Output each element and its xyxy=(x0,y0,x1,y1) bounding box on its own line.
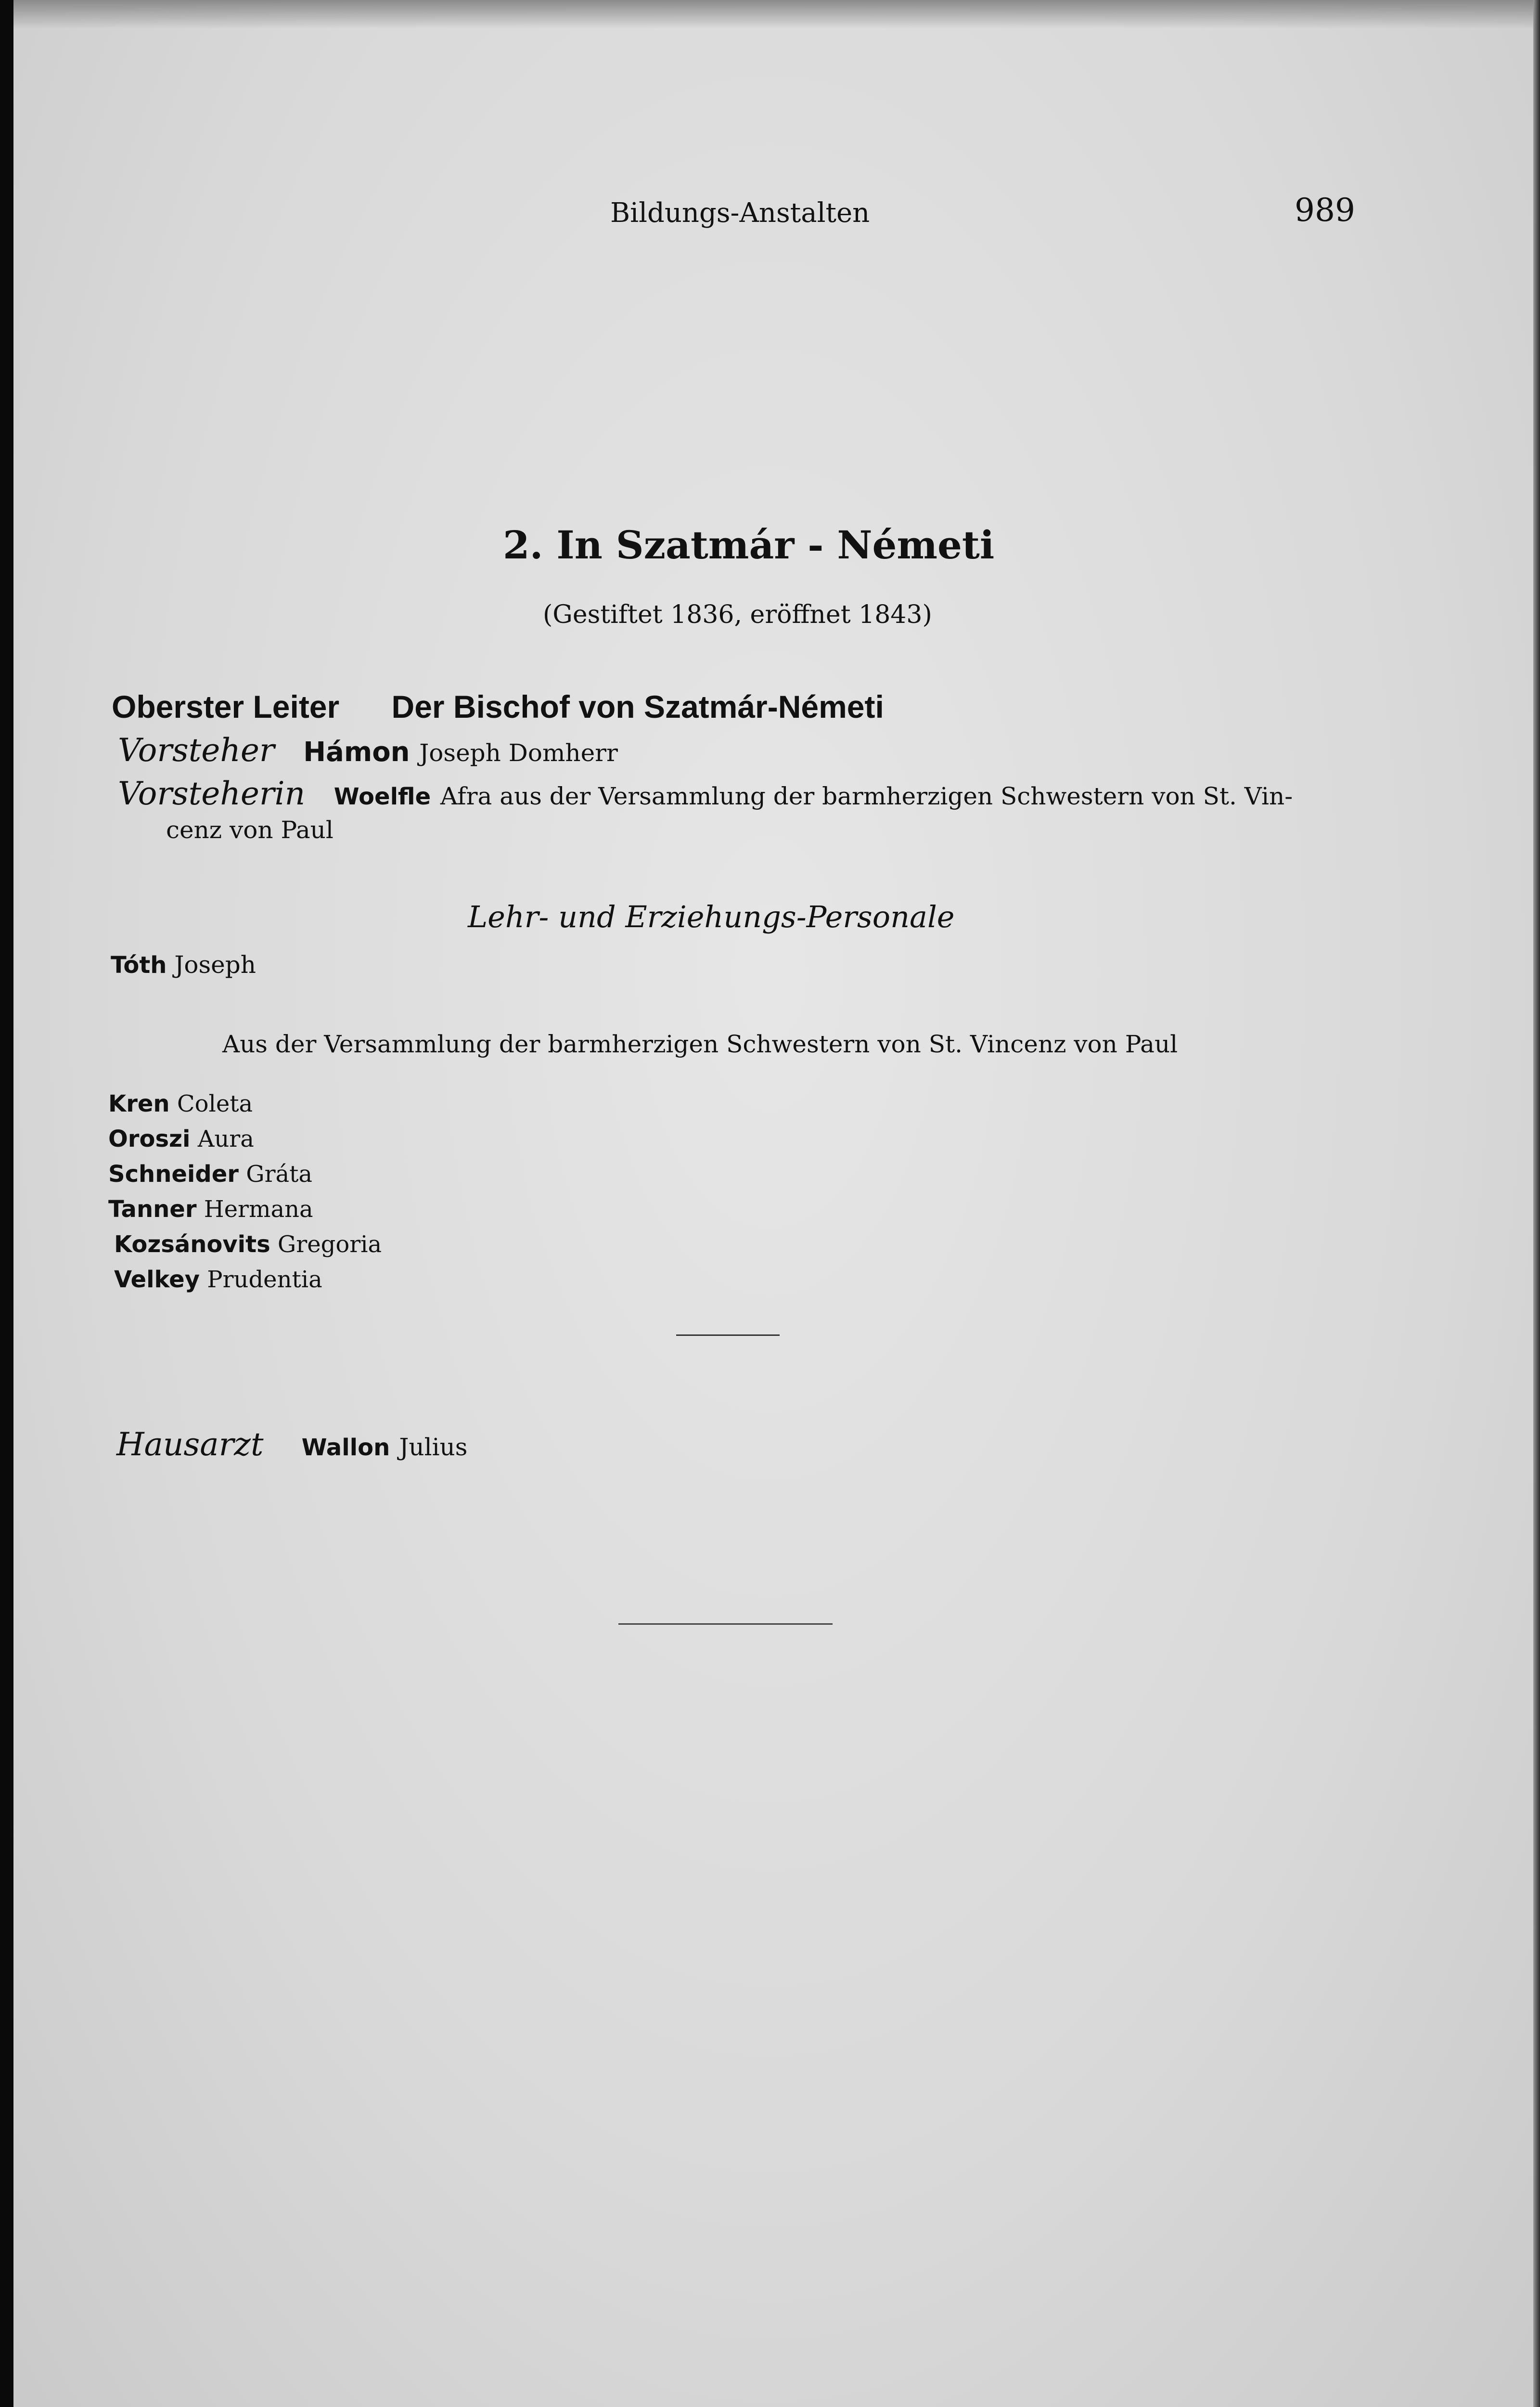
sister-surname: Oroszi xyxy=(108,1126,191,1152)
page-right-edge xyxy=(1533,0,1540,2407)
sister-given-name: Coleta xyxy=(177,1090,253,1117)
vorsteherin-row xyxy=(118,775,1293,812)
vorsteherin-rest: Afra aus der Versammlung der barmherzigen Schwestern von St. Vin- xyxy=(440,782,1293,810)
sisters-note: Aus der Versammlung der barmherzigen Schwestern von St. Vincenz von Paul xyxy=(222,1030,1178,1058)
leiter-row xyxy=(112,688,884,725)
list-item xyxy=(108,1266,382,1301)
physician-given-name: Julius xyxy=(399,1433,468,1461)
vorsteherin-name: Woelfle xyxy=(334,783,431,810)
sisters-list xyxy=(108,1090,382,1301)
list-item xyxy=(108,1161,382,1196)
list-item xyxy=(108,1196,382,1231)
vorsteher-name: Hámon xyxy=(303,737,410,768)
end-rule xyxy=(618,1623,833,1625)
list-item xyxy=(108,1126,382,1161)
vorsteherin-label: Vorsteherin xyxy=(118,775,306,812)
section-title: 2. In Szatmár - Németi xyxy=(503,522,995,568)
physician-label: Hausarzt xyxy=(116,1426,264,1463)
teacher-given-name: Joseph xyxy=(174,951,256,979)
teacher-surname: Tóth xyxy=(111,952,167,979)
sister-surname: Velkey xyxy=(114,1266,200,1293)
list-item xyxy=(108,1090,382,1126)
vorsteher-label: Vorsteher xyxy=(118,732,275,769)
page-top-shadow xyxy=(0,0,1540,29)
sister-given-name: Gregoria xyxy=(277,1231,382,1258)
sister-given-name: Hermana xyxy=(204,1196,313,1223)
leiter-name: Der Bischof von Szatmár-Németi xyxy=(391,689,884,725)
sister-given-name: Prudentia xyxy=(207,1266,322,1293)
page-number: 989 xyxy=(1295,192,1355,229)
sister-surname: Tanner xyxy=(108,1196,197,1223)
separator-rule xyxy=(676,1334,780,1336)
vorsteher-rest: Joseph Domherr xyxy=(419,739,618,767)
binding-edge xyxy=(0,0,13,2407)
sister-surname: Kozsánovits xyxy=(114,1231,270,1258)
sister-given-name: Aura xyxy=(197,1126,254,1152)
physician-surname: Wallon xyxy=(301,1434,390,1461)
sister-given-name: Gráta xyxy=(246,1161,313,1188)
staff-heading: Lehr- und Erziehungs-Personale xyxy=(468,899,955,934)
leiter-label: Oberster Leiter xyxy=(112,689,340,725)
running-head: Bildungs-Anstalten xyxy=(610,197,870,229)
section-subtitle: (Gestiftet 1836, eröffnet 1843) xyxy=(543,600,932,629)
teacher-entry xyxy=(111,951,256,979)
vorsteherin-continuation: cenz von Paul xyxy=(166,816,334,844)
sister-surname: Kren xyxy=(108,1090,170,1117)
list-item xyxy=(108,1231,382,1266)
sister-surname: Schneider xyxy=(108,1161,239,1188)
physician-row xyxy=(116,1426,467,1463)
vorsteher-row xyxy=(118,732,618,769)
